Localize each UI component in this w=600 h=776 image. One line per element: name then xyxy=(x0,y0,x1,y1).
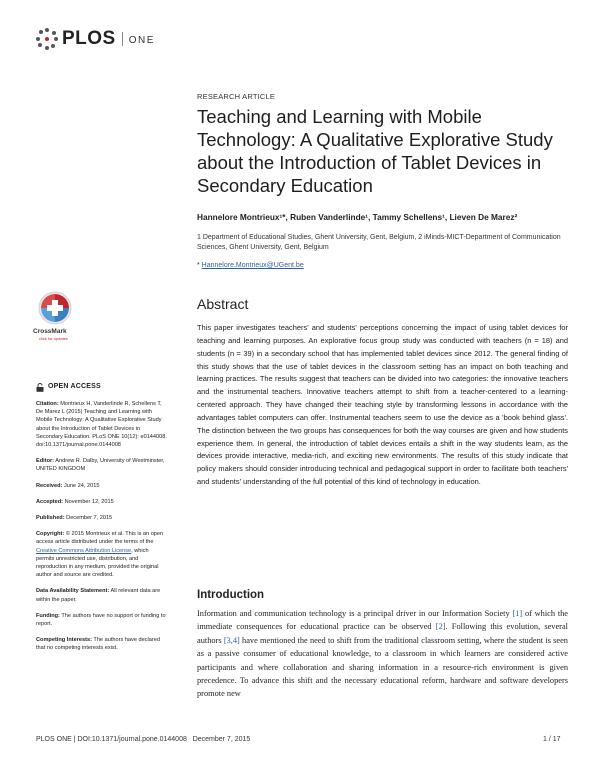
reference-link[interactable]: [1] xyxy=(512,609,523,618)
open-access-label: OPEN ACCESS xyxy=(48,383,101,391)
competing-interests-text: The authors have declared that no competing interests exist. xyxy=(36,637,160,652)
article-metadata-sidebar xyxy=(36,383,168,661)
intro-text-1: Information and communication technology is a principal driver in our Information Society xyxy=(197,609,513,618)
accepted-date: November 12, 2015 xyxy=(63,498,114,505)
crossmark-sub[interactable]: click for updates xyxy=(39,336,68,341)
received-block xyxy=(36,482,168,490)
competing-interests-block xyxy=(36,636,168,652)
competing-interests-label: Competing Interests: xyxy=(36,637,92,644)
journal-logo[interactable] xyxy=(36,28,155,50)
logo-divider xyxy=(122,32,123,46)
email-asterisk: * xyxy=(197,262,202,269)
footer-citation: PLOS ONE | DOI:10.1371/journal.pone.0144008 December 7, 2015 xyxy=(36,736,251,743)
article-title: Teaching and Learning with Mobile Technology: A Qualitative Explorative Study about the Introduction of Tablet Devices in Secondary Education xyxy=(197,106,553,196)
reference-link[interactable]: [2] xyxy=(435,622,446,632)
accepted-label: Accepted: xyxy=(36,498,64,505)
page-number: 1 / 17 xyxy=(543,736,561,743)
data-availability-text: All relevant data are within the paper. xyxy=(36,588,161,603)
affiliations: 1 Department of Educational Studies, Ghent University, Gent, Belgium, 2 iMinds-MICT-Department of Communication Sciences, Ghent University, Gent, Belgium xyxy=(197,234,561,251)
open-access-badge xyxy=(36,383,168,392)
journal-brand: PLOS xyxy=(62,28,116,49)
open-lock-icon xyxy=(36,383,44,392)
editor-label: Editor: xyxy=(36,458,55,465)
accepted-block xyxy=(36,498,168,506)
funding-label: Funding: xyxy=(36,612,60,619)
received-label: Received: xyxy=(36,482,63,489)
abstract-heading: Abstract xyxy=(197,296,249,312)
email-link[interactable]: Hannelore.Montrieux@UGent.be xyxy=(201,262,304,269)
editor-text: Andrew R. Dalby, University of Westminster, UNITED KINGDOM xyxy=(36,458,165,473)
article-type: RESEARCH ARTICLE xyxy=(197,92,276,101)
citation-block xyxy=(36,400,168,449)
copyright-text-1: © 2015 Montrieux et al. This is an open access article distributed under the terms of the xyxy=(36,531,164,546)
data-availability-block xyxy=(36,587,168,603)
introduction-heading: Introduction xyxy=(197,589,265,601)
citation-text: Montrieux H, Vanderlinde R, Schellens T, De Marez L (2015) Teaching and Learning with Mobile Technology: A Qualitative Explorative Study about the Introduction of Tablet Devices in Secondary Education. PLoS ONE 10(12): e0144008. doi:10.1371/journal.pone.0144008 xyxy=(36,401,167,449)
data-availability-label: Data Availability Statement: xyxy=(36,588,110,595)
crossmark-icon xyxy=(32,291,78,327)
funding-block xyxy=(36,612,168,628)
author-list: Hannelore Montrieux¹*, Ruben Vanderlinde¹, Tammy Schellens¹, Lieven De Marez² xyxy=(197,212,518,222)
introduction-text xyxy=(197,607,568,701)
intro-text-2: of which the immediate consequences for educational practice can be observed xyxy=(197,609,569,632)
corresponding-email xyxy=(197,262,304,269)
copyright-label: Copyright: xyxy=(36,531,65,538)
published-block xyxy=(36,514,168,522)
crossmark-label: CrossMark xyxy=(33,328,67,335)
intro-text-4: have mentioned the need to shift from the traditional classroom setting, where the student is seen as a passive consumer of educational knowledge, to a classroom in which learners are considered active participants and where collaboration and sharing information in a resource-rich environment is given precedence. To advance this shift and the necessary educational reform, hardware and software developers promote new xyxy=(197,635,568,699)
copyright-text-2: , which permits unrestricted use, distribution, and reproduction in any medium, provided the original author and source are credited. xyxy=(36,547,159,579)
plos-dots-icon xyxy=(36,28,58,50)
intro-text-3: . Following this evolution, several authors xyxy=(197,622,568,645)
reference-link[interactable]: [3,4] xyxy=(223,635,240,645)
license-link[interactable]: Creative Commons Attribution License xyxy=(36,547,132,554)
citation-label: Citation: xyxy=(36,401,59,407)
received-date: June 24, 2015 xyxy=(62,482,100,489)
journal-sub: ONE xyxy=(128,34,155,46)
funding-text: The authors have no support or funding to report. xyxy=(36,612,166,628)
published-label: Published: xyxy=(36,515,65,522)
copyright-block xyxy=(36,530,168,579)
editor-block xyxy=(36,457,168,473)
abstract-text: This paper investigates teachers' and students' perceptions concerning the impact of using tablet devices for teaching and learning purposes. An explorative focus group study was conducted with teachers (n = 18) and students (n = 39) in a secondary school that has implemented tablet devices since 2012. The general finding of this study shows that the use of tablet devices in the classroom setting has an impact on both teaching and learning practices. The results suggest that teachers can be divided into two categories: the innovative teachers and the instrumental teachers. Innovative teachers attempt to shift from a teacher-centered to a learning-centered approach. They have changed their teaching style by transforming lessons in accordance with the advantages tablet computers can offer. Instrumental teachers seem to use the device as a 'book behind glass'. The distinction between the two groups has consequences for both the way courses are given and how students experience them. In general, the introduction of tablet devices entails a shift in the way students learn, as the devices provide interactive, media-rich, and exciting new environments. The results of this study indicate that policy makers should consider introducing technical and pedagogical support in order to facilitate both teachers' and students' understanding of the full potential of this kind of technology in education. xyxy=(197,323,568,487)
published-date: December 7, 2015 xyxy=(64,515,113,522)
